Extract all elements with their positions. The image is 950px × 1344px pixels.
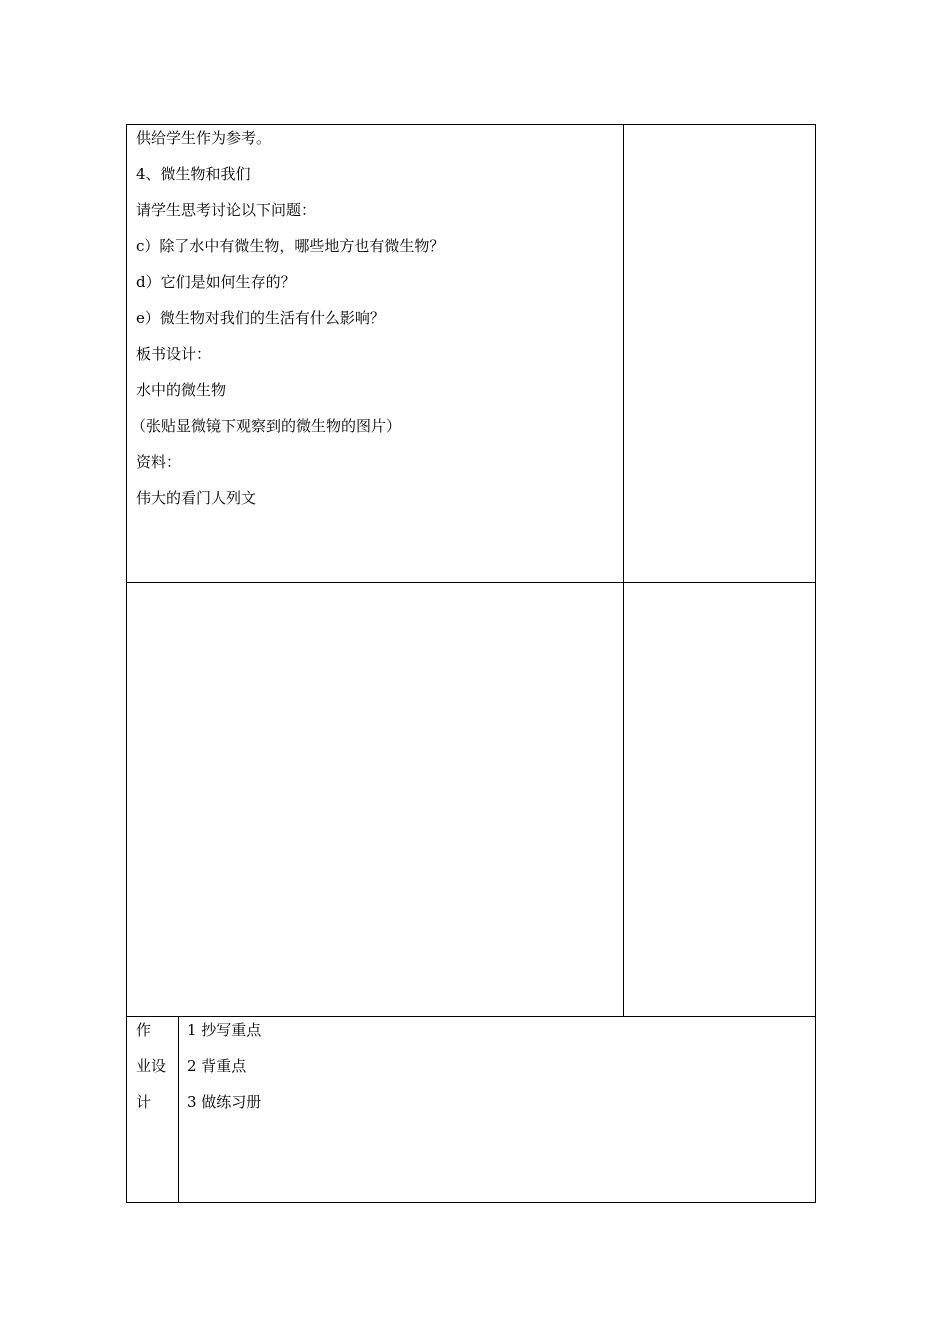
- homework-label-char-3: 计: [136, 1093, 152, 1111]
- table-border-right: [815, 124, 816, 1203]
- lesson-content-cell: [127, 125, 623, 582]
- lesson-line-11: 伟大的看门人列文: [136, 489, 257, 507]
- lesson-line-1: 供给学生作为参考。: [136, 129, 272, 147]
- homework-label-char-2: 业设: [136, 1057, 167, 1075]
- lesson-line-4: c）除了水中有微生物，哪些地方也有微生物？: [136, 237, 445, 255]
- lesson-line-9: （张贴显微镜下观察到的微生物的图片）: [131, 417, 402, 435]
- lesson-line-5: d）它们是如何生存的？: [136, 273, 296, 291]
- homework-item-3: 3 做练习册: [187, 1093, 262, 1111]
- homework-item-2: 2 背重点: [187, 1057, 247, 1075]
- homework-items-cell: [179, 1017, 815, 1202]
- lesson-line-7: 板书设计：: [136, 345, 212, 363]
- empty-content-cell: [127, 583, 623, 1016]
- table-border-bottom: [126, 1202, 816, 1203]
- homework-label-cell: [127, 1017, 178, 1202]
- homework-label-char-1: 作: [136, 1021, 152, 1039]
- homework-item-1: 1 抄写重点: [187, 1021, 262, 1039]
- lesson-line-8: 水中的微生物: [136, 381, 227, 399]
- notes-cell-1: [624, 125, 815, 582]
- lesson-line-10: 资料：: [136, 453, 182, 471]
- lesson-line-3: 请学生思考讨论以下问题：: [136, 201, 317, 219]
- lesson-line-2: 4、微生物和我们: [136, 165, 251, 183]
- notes-cell-2: [624, 583, 815, 1016]
- lesson-line-6: e）微生物对我们的生活有什么影响？: [136, 309, 385, 327]
